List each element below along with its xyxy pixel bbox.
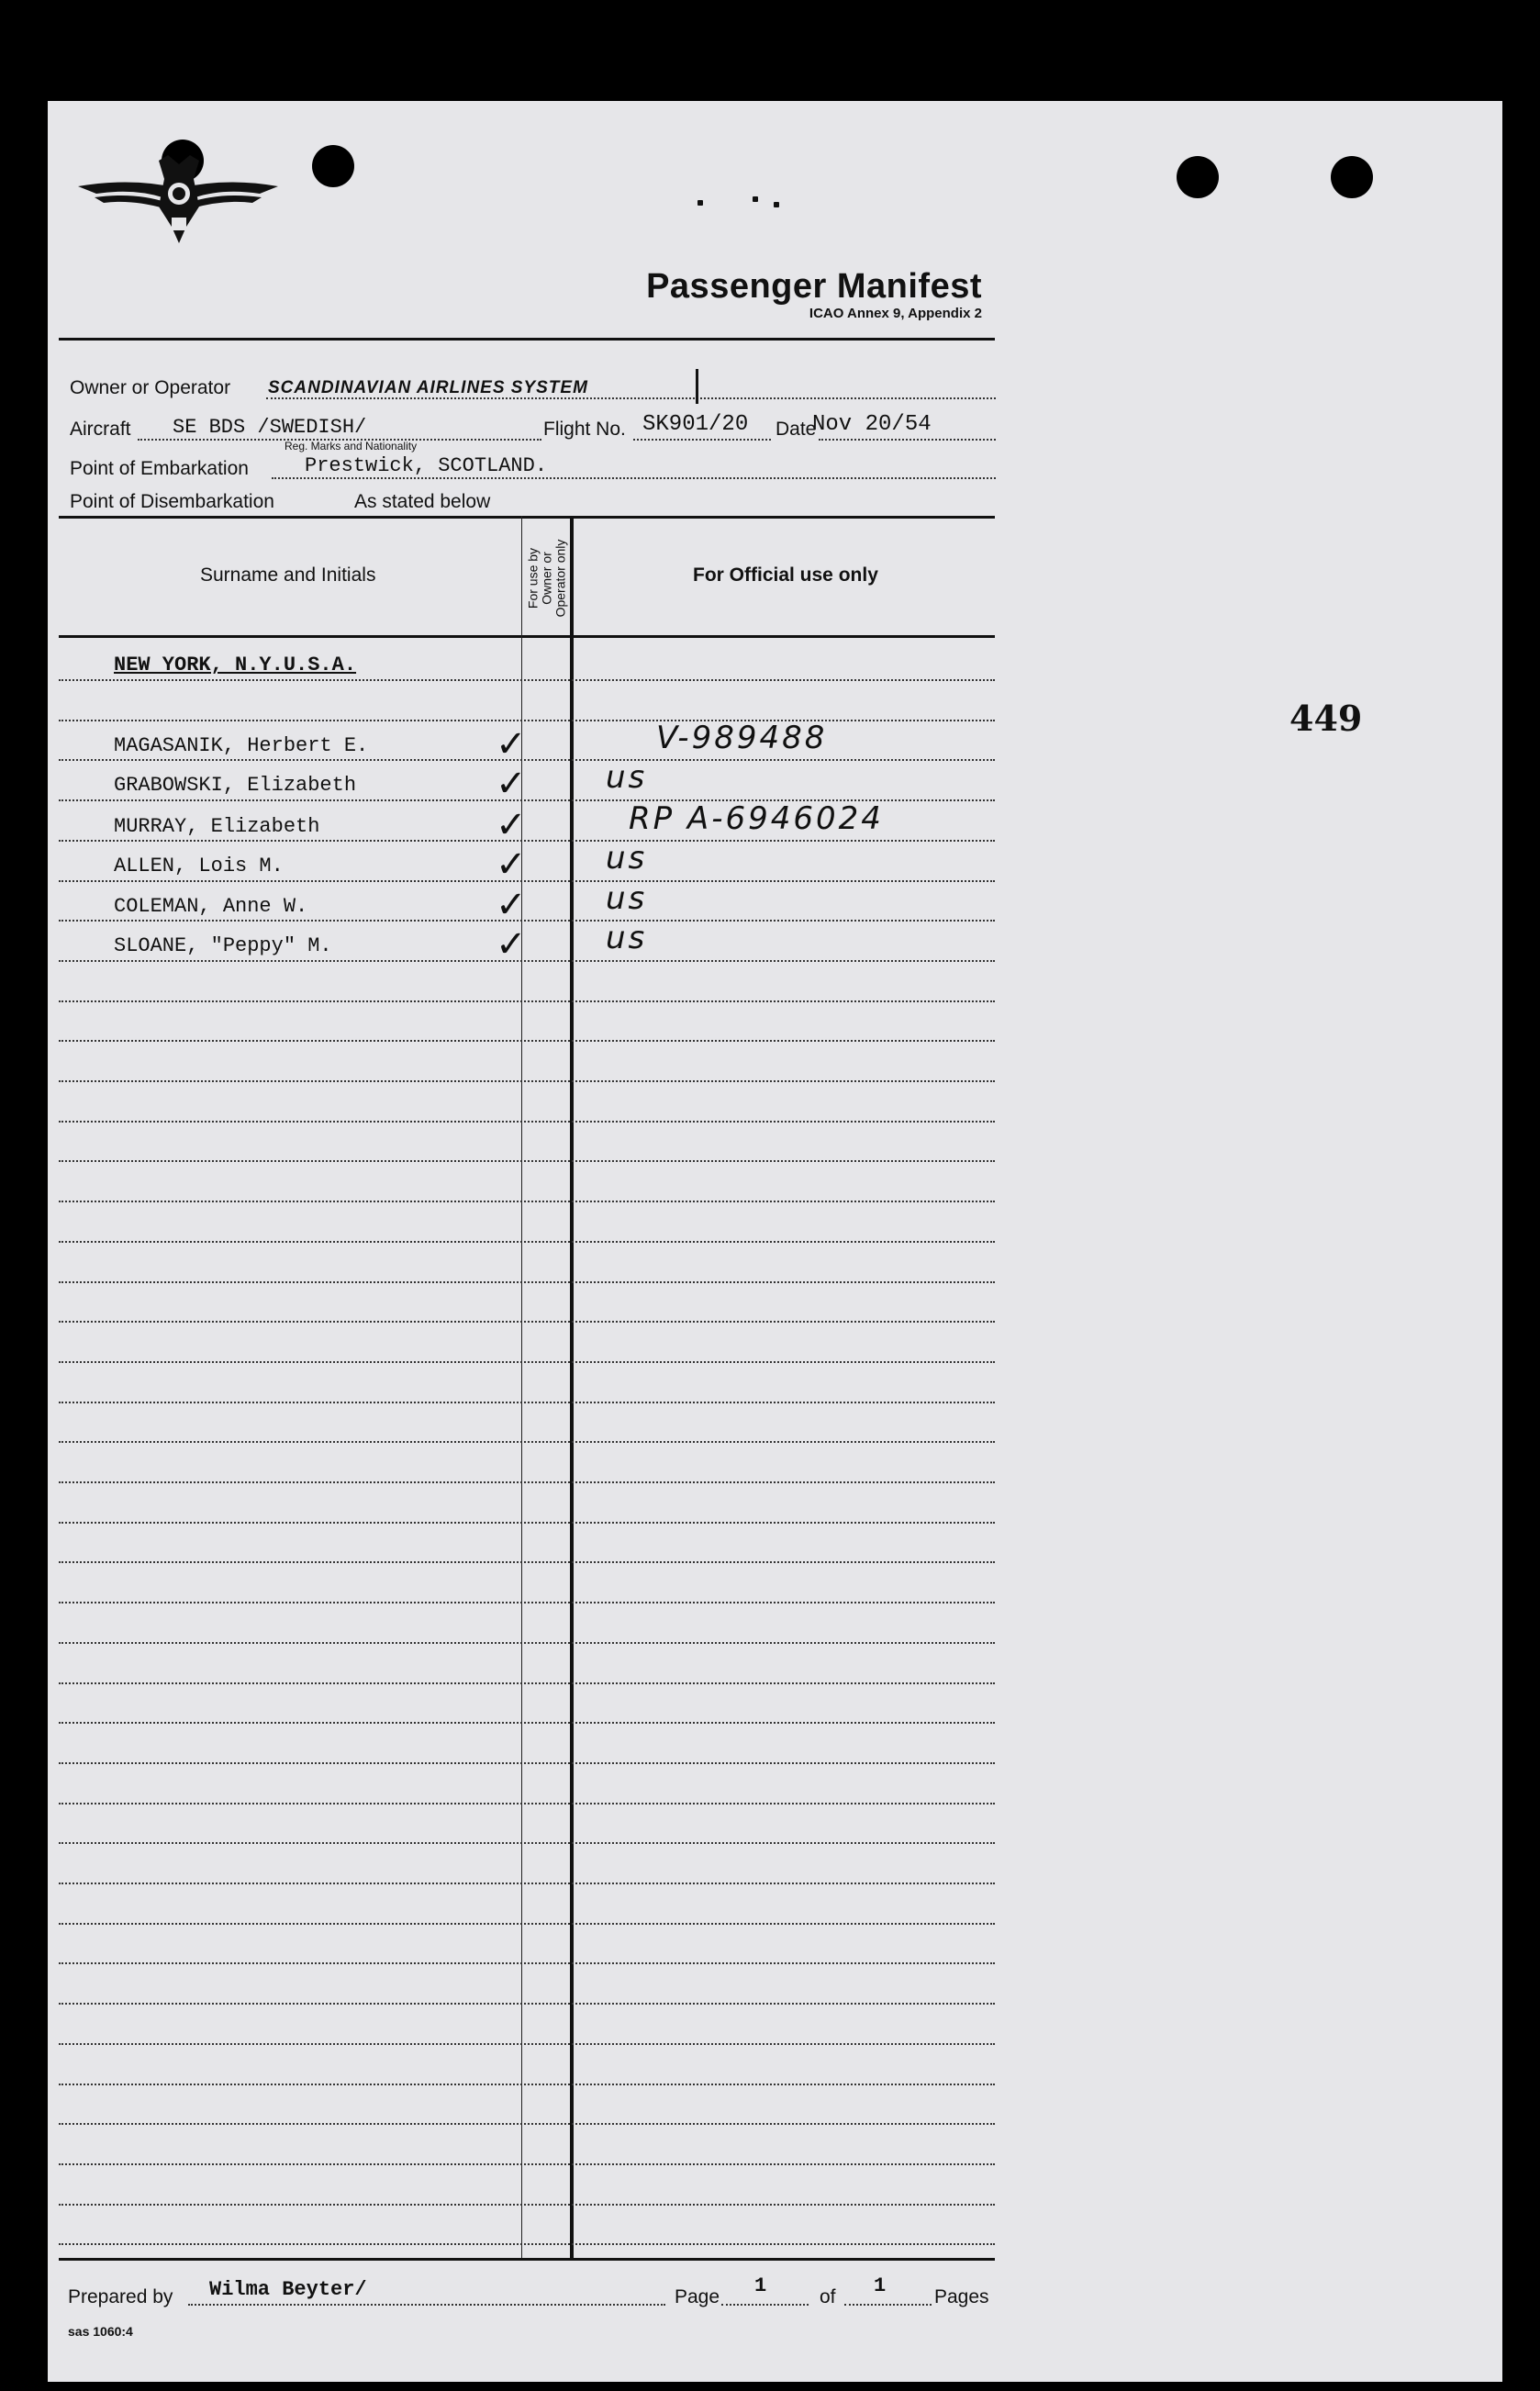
title-block [514, 268, 982, 323]
row-rule [59, 2084, 995, 2085]
check-mark: ✓ [496, 923, 530, 966]
row-rule [59, 1040, 995, 1042]
row-rule [59, 1402, 995, 1403]
row-rule [59, 1241, 995, 1243]
official-entry: us [606, 840, 648, 877]
smudge [753, 196, 758, 202]
row-rule [59, 1762, 995, 1764]
owner-underline [266, 397, 996, 399]
check-mark: ✓ [496, 723, 530, 765]
passenger-name: GRABOWSKI, Elizabeth [114, 774, 357, 797]
owner-separator [696, 369, 698, 404]
official-entry: us [606, 920, 648, 956]
pages-label: Pages [934, 2286, 989, 2307]
row-rule [59, 1000, 995, 1002]
col-owner-header: For use by Owner or Operator only [525, 539, 568, 618]
row-rule [59, 2043, 995, 2045]
check-mark: ✓ [496, 884, 530, 926]
row-rule [59, 1121, 995, 1123]
prepared-label: Prepared by [68, 2286, 173, 2307]
passenger-name: MURRAY, Elizabeth [114, 815, 320, 838]
row-rule [59, 1962, 995, 1964]
page-underline [721, 2304, 809, 2306]
row-rule [59, 2243, 995, 2245]
row-rule [59, 1682, 995, 1684]
row-rule [59, 2204, 995, 2206]
date-underline [819, 439, 996, 441]
embarkation-label: Point of Embarkation [70, 458, 249, 479]
row-rule [59, 720, 995, 721]
row-rule [59, 1361, 995, 1363]
page-label: Page [675, 2286, 720, 2307]
passenger-name: ALLEN, Lois M. [114, 855, 284, 877]
date-label: Date [776, 419, 817, 440]
row-rule [59, 1281, 995, 1283]
row-rule [59, 1561, 995, 1563]
row-rule [59, 1080, 995, 1082]
form-code: sas 1060:4 [68, 2324, 133, 2339]
row-rule [59, 1883, 995, 1884]
of-value: 1 [874, 2274, 887, 2297]
embarkation-value: Prestwick, SCOTLAND. [305, 454, 548, 477]
page-title: Passenger Manifest [646, 267, 982, 306]
prepared-value: Wilma Beyter/ [209, 2278, 367, 2301]
row-rule [59, 1160, 995, 1162]
winged-crest-logo-icon [76, 151, 280, 252]
reg-caption: Reg. Marks and Nationality [285, 440, 418, 453]
row-rule [59, 1642, 995, 1644]
smudge [774, 202, 779, 207]
row-rule [59, 1923, 995, 1925]
date-value: Nov 20/54 [812, 412, 932, 437]
row-rule [59, 1441, 995, 1443]
disembarkation-label: Point of Disembarkation [70, 491, 274, 512]
row-rule [59, 1803, 995, 1804]
passenger-name: COLEMAN, Anne W. [114, 895, 308, 918]
row-rule [59, 1842, 995, 1844]
row-rule [59, 1722, 995, 1724]
col-surname-header: Surname and Initials [200, 564, 376, 586]
row-rule [59, 1522, 995, 1524]
of-label: of [820, 2286, 836, 2307]
row-rule [59, 1481, 995, 1483]
row-rule [59, 1321, 995, 1323]
row-rule [59, 2123, 995, 2125]
check-mark: ✓ [496, 844, 530, 886]
owner-value: SCANDINAVIAN AIRLINES SYSTEM [268, 378, 588, 397]
flight-underline [633, 439, 771, 441]
col-official-header: For Official use only [693, 564, 878, 586]
destination-heading: NEW YORK, N.Y.U.S.A. [114, 654, 357, 676]
page-subtitle: ICAO Annex 9, Appendix 2 [809, 306, 982, 321]
passenger-name: MAGASANIK, Herbert E. [114, 734, 369, 757]
disembarkation-value: As stated below [354, 491, 491, 512]
page-value: 1 [754, 2274, 767, 2297]
aircraft-label: Aircraft [70, 419, 131, 440]
row-rule [59, 2163, 995, 2165]
official-entry: us [606, 759, 648, 796]
stamp-number: 449 [1289, 698, 1363, 739]
passenger-name: SLOANE, "Peppy" M. [114, 934, 332, 957]
official-entry: V-989488 [656, 720, 828, 756]
column-separator [570, 516, 574, 2260]
owner-label: Owner or Operator [70, 377, 231, 398]
of-underline [844, 2304, 932, 2306]
row-rule [59, 1602, 995, 1603]
official-entry: RP A-6946024 [629, 800, 884, 837]
header-rule [59, 338, 995, 341]
check-mark: ✓ [496, 763, 530, 805]
table-bottom-rule [59, 2258, 995, 2261]
row-rule [59, 679, 995, 681]
punch-hole [312, 145, 354, 187]
table-header-rule [59, 635, 995, 638]
official-entry: us [606, 880, 648, 917]
smudge [697, 200, 703, 206]
punch-hole [1177, 156, 1219, 198]
embarkation-underline [272, 477, 996, 479]
flight-label: Flight No. [543, 419, 626, 440]
row-rule [59, 1201, 995, 1202]
check-mark: ✓ [496, 804, 530, 846]
punch-hole [1331, 156, 1373, 198]
table-top-rule [59, 516, 995, 519]
aircraft-value: SE BDS /SWEDISH/ [173, 416, 367, 439]
flight-value: SK901/20 [642, 412, 749, 437]
row-rule [59, 2003, 995, 2005]
prepared-underline [188, 2304, 665, 2306]
